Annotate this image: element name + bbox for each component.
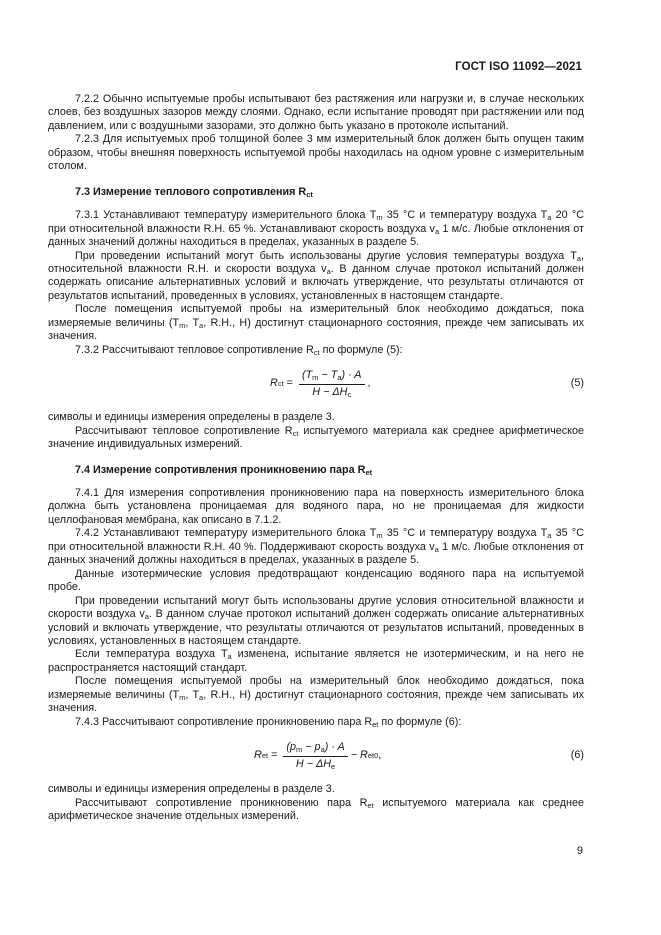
paragraph-rct-mean: Рассчитывают тепловое сопротивление $R_{ct}$ испытуемого материала как среднее арифметическое значение индивидуальных измерений. — [48, 424, 584, 451]
paragraph-7-4-2-temp: Если температура воздуха $T_a$ изменена, испытание является не изотермическим, и на него не распространяется настоящий стандарт. — [48, 648, 584, 674]
section-heading-7-3: 7.3 Измерение теплового сопротивления $R_{ct}$ — [75, 185, 313, 199]
paragraph-7-4-2-isothermal: Данные изотермические условия предотвращают конденсацию водяного пара на испытуемой пробе. — [48, 567, 584, 594]
formula-5: R ct = $\frac{(T_m - T_a) \cdot A}{H - \Delta H_c}$ , (5) — [48, 357, 584, 411]
formula-6-number: (6) — [570, 749, 584, 762]
paragraph-7-3-1-alt: При проведении испытаний могут быть использованы другие условия температуры воздуха $T_a$, относительной влажности R.H. и скорости воздуха $v_a$. В данном случае протокол испытаний должен содержать описание альтернативных условий и включать утверждение, что результаты отличаются от результатов испытаний, проведенных в условиях, установленных в настоящем стандарте. — [48, 249, 584, 302]
paragraph-7-3-2: 7.3.2 Рассчитывают тепловое сопротивление $R_{ct}$ по формуле (5): — [75, 343, 403, 357]
document-body — [48, 93, 584, 823]
formula-5-number: (5) — [570, 377, 584, 390]
paragraph-7-4-2-steady: После помещения испытуемой пробы на измерительный блок необходимо дождаться, пока измеряемые величины ($T_m$, $T_a$, R.H., H) достигнут стационарного состояния, прежде чем записывать их значения. — [48, 675, 585, 715]
paragraph-7-3-1: 7.3.1 Устанавливают температуру измерительного блока $T_m$ 35 °С и температуру воздуха $T_a$ 20 °С при относительной влажности R.H. 65 %. Устанавливают скорость воздуха $v_a$ 1 м/с. Любые отклонения от данных значений должны находиться в пределах, указанных в разделе 5. — [48, 209, 584, 249]
symbols-note-2: символы и единицы измерения определены в разделе 3. — [48, 783, 335, 796]
formula-6: R et = $\frac{(p_m - p_a) \cdot A}{H - \Delta H_e}$ − R et0 , (6) — [48, 729, 584, 783]
page-number: 9 — [576, 845, 583, 857]
paragraph-7-2-3: 7.2.3 Для испытуемых проб толщиной более 3 мм измерительный блок должен быть опущен таким образом, чтобы внешняя поверхность испытуемой пробы находилась на одном уровне с измерительным столом. — [48, 133, 584, 173]
standard-code: ГОСТ ISO 11092—2021 — [455, 61, 582, 73]
paragraph-7-4-2: 7.4.2 Устанавливают температуру измерительного блока $T_m$ 35 °С и температуру воздуха $T_a$ 35 °С при относительной влажности R.H. 40 %. Поддерживают скорость воздуха $v_a$ 1 м/с. Любые отклонения от данных значений должны находиться в пределах, указанных в разделе 5. — [48, 527, 584, 567]
paragraph-7-4-2-alt: При проведении испытаний могут быть использованы другие условия относительной влажности и скорости воздуха $v_a$. В данном случае протокол испытаний должен содержать описание альтернативных условий и включать утверждение, что результаты отличаются от результатов испытаний, проведенных в условиях, установленных в настоящем стандарте. — [48, 594, 584, 647]
paragraph-7-3-1-steady: После помещения испытуемой пробы на измерительный блок необходимо дождаться, пока измеряемые величины ($T_m$, $T_a$, R.H., H) достигнут стационарного состояния, прежде чем записывать их значения. — [48, 303, 585, 343]
section-heading-7-4: 7.4 Измерение сопротивления проникновению пара $R_{et}$ — [75, 463, 373, 477]
paragraph-ret-mean: Рассчитывают сопротивление проникновению пара $R_{et}$ испытуемого материала как среднее арифметическое значение отдельных измерений. — [48, 796, 584, 823]
paragraph-7-2-2: 7.2.2 Обычно испытуемые пробы испытывают без растяжения или нагрузки и, в случае нескольких слоев, без воздушных зазоров между слоями. Однако, если испытание проводят при растяжении или под давлением, или с воздушными зазорами, это должно быть указано в протоколе испытаний. — [48, 93, 584, 132]
paragraph-7-4-3: 7.4.3 Рассчитывают сопротивление проникновению пара $R_{et}$ по формуле (6): — [75, 715, 462, 729]
paragraph-7-4-1: 7.4.1 Для измерения сопротивления проникновению пара на поверхность измерительного блока должна быть установлена проницаемая для водяного пара, но не проницаемая для жидкости целлофановая мембрана, как описано в 7.1.2. — [48, 486, 584, 526]
symbols-note-1: символы и единицы измерения определены в разделе 3. — [48, 411, 335, 424]
